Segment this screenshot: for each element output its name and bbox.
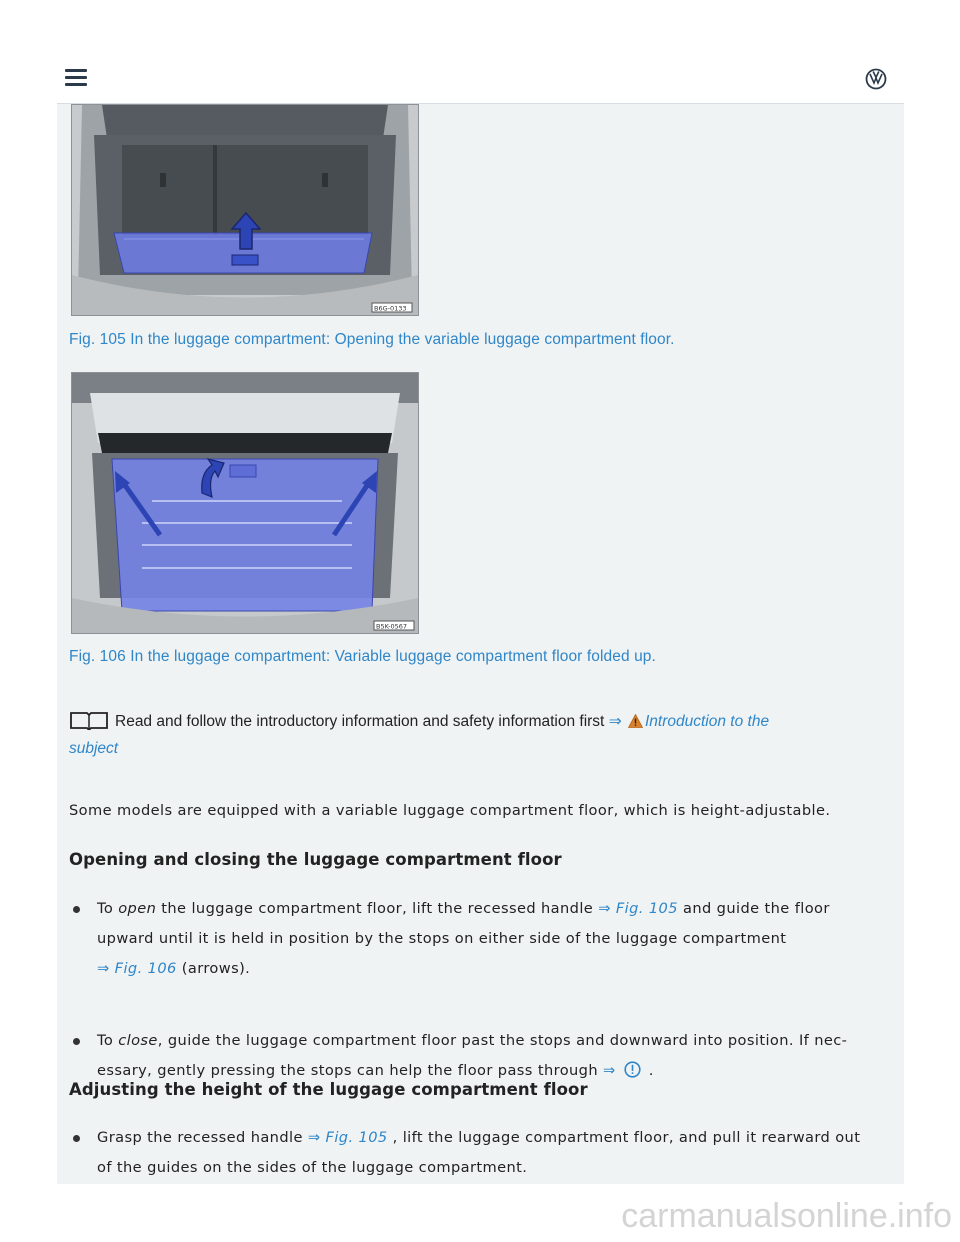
heading-opening-closing: Opening and closing the luggage compartment floor — [69, 850, 562, 869]
paragraph-variable-floor: Some models are equipped with a variable luggage compartment floor, which is height-adjustable. — [69, 802, 831, 819]
top-navigation-bar — [57, 55, 904, 104]
bullet-grasp-handle: Grasp the recessed handle ⇒ Fig. 105 , lift the luggage compartment floor, and pull it rearward out of the guides on the sides of the luggage compartment. — [97, 1123, 897, 1183]
notice-arrow[interactable]: ⇒ — [603, 1062, 616, 1079]
open-book-icon — [69, 710, 109, 730]
intro-text: Read and follow the introductory information and safety information first — [115, 713, 605, 730]
bullet-close-floor: To close, guide the luggage compartment floor past the stops and downward into position. If nec- essary, gently pressing the stops can help the floor pass through ⇒ . — [97, 1026, 897, 1086]
fig-106-link[interactable]: ⇒ Fig. 106 — [97, 960, 177, 977]
vw-logo-icon[interactable] — [865, 68, 887, 90]
intro-arrow[interactable]: ⇒ — [608, 713, 622, 730]
figure-106-code: B5K-0567 — [376, 622, 408, 631]
figure-105-image — [71, 104, 419, 316]
introduction-link[interactable]: Introduction to the subject — [69, 713, 770, 757]
intro-note — [69, 708, 889, 762]
figure-105-caption: Fig. 105 In the luggage compartment: Opening the variable luggage compartment floor. — [69, 331, 675, 348]
heading-adjusting-height: Adjusting the height of the luggage compartment floor — [69, 1080, 588, 1099]
fig-105-link-2[interactable]: ⇒ Fig. 105 — [307, 1129, 388, 1146]
figure-106-image — [71, 372, 419, 634]
hamburger-icon[interactable] — [65, 69, 87, 87]
figure-105-code: B6G-0133 — [374, 304, 407, 313]
manual-content-panel — [57, 104, 904, 1184]
watermark-text: carmanualsonline.info — [621, 1197, 952, 1235]
warning-triangle-icon — [628, 714, 643, 728]
figure-106-caption: Fig. 106 In the luggage compartment: Variable luggage compartment floor folded up. — [69, 648, 656, 665]
fig-105-link[interactable]: ⇒ Fig. 105 — [598, 900, 678, 917]
bullet-open-floor: To open the luggage compartment floor, lift the recessed handle ⇒ Fig. 105 and guide the floor upward until it is held in position by the stops on either side of the luggage compartment ⇒ Fig. 106 (arrows). — [97, 894, 897, 984]
notice-exclamation-icon[interactable] — [624, 1061, 641, 1078]
